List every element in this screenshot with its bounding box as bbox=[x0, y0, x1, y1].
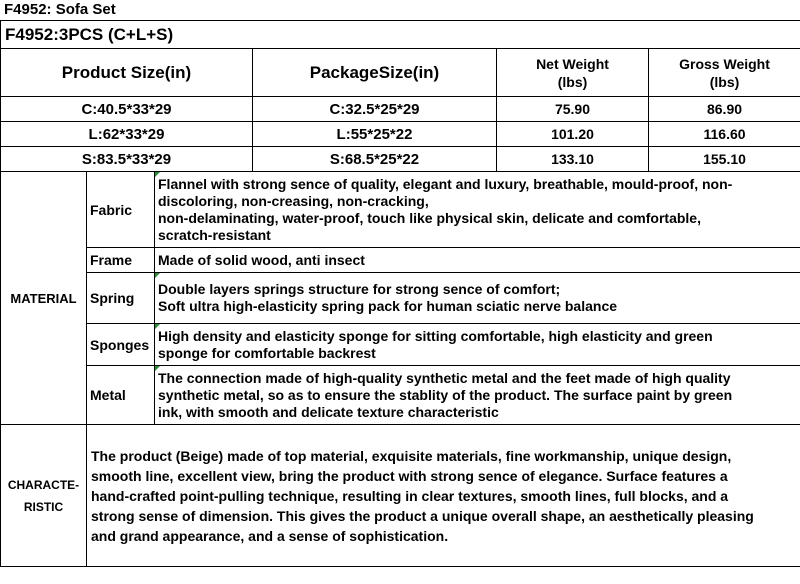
table-row bbox=[1, 122, 800, 147]
desc-line: synthetic metal, so as to ensure the stablity of the product. The surface paint by green bbox=[158, 386, 733, 403]
desc-line: Soft ultra high-elasticity spring pack for human sciatic nerve balance bbox=[158, 298, 618, 314]
material-desc-sponges bbox=[155, 324, 800, 366]
char-line: The product (Beige) made of top material, exquisite materials, fine workmanship, unique design, bbox=[91, 447, 732, 464]
cell-marker-icon bbox=[155, 273, 160, 278]
header-product-size: Product Size(in) bbox=[1, 49, 253, 97]
characteristic-label bbox=[1, 425, 87, 567]
net-weight-cell: 75.90 bbox=[497, 97, 649, 122]
product-size-cell: S:83.5*33*29 bbox=[1, 147, 253, 172]
char-line: strong sense of dimension. This gives the product a unique overall shape, an aesthetically pleasing bbox=[91, 507, 754, 524]
char-line: and grand appearance, and a sense of sophistication. bbox=[91, 527, 449, 544]
header-gross-weight-label: Gross Weight bbox=[679, 55, 770, 72]
material-row-frame bbox=[1, 248, 800, 273]
desc-line: Flannel with strong sence of quality, elegant and luxury, breathable, mould-proof, non- bbox=[158, 175, 733, 192]
desc-line: sponge for comfortable backrest bbox=[158, 344, 376, 361]
gross-weight-cell: 86.90 bbox=[649, 97, 800, 122]
desc-line: discoloring, non-creasing, non-cracking, bbox=[158, 192, 429, 209]
material-row-spring bbox=[1, 273, 800, 324]
product-size-cell: L:62*33*29 bbox=[1, 122, 253, 147]
package-size-cell: C:32.5*25*29 bbox=[253, 97, 497, 122]
material-desc-frame bbox=[155, 248, 800, 273]
net-weight-cell: 101.20 bbox=[497, 122, 649, 147]
header-gross-weight-unit: (lbs) bbox=[709, 73, 740, 90]
char-line: hand-crafted point-pulling technique, resulting in clear textures, smooth lines, full blocks, and a bbox=[91, 487, 729, 504]
material-desc-metal bbox=[155, 366, 800, 425]
desc-line: Double layers springs structure for strong sence of comfort; bbox=[158, 281, 561, 297]
cell-marker-icon bbox=[155, 172, 160, 177]
page-title: F4952: Sofa Set bbox=[4, 1, 116, 18]
gross-weight-cell: 116.60 bbox=[649, 122, 800, 147]
characteristic-text bbox=[87, 425, 800, 567]
cell-marker-icon bbox=[155, 366, 160, 371]
header-net-weight bbox=[497, 49, 649, 97]
spec-table bbox=[0, 20, 800, 567]
package-size-cell: S:68.5*25*22 bbox=[253, 147, 497, 172]
desc-line: non-delaminating, water-proof, touch like physical skin, delicate and comfortable, bbox=[158, 209, 701, 226]
material-name-fabric: Fabric bbox=[87, 172, 155, 248]
product-size-cell: C:40.5*33*29 bbox=[1, 97, 253, 122]
material-desc-fabric bbox=[155, 172, 800, 248]
material-name-sponges: Sponges bbox=[87, 324, 155, 366]
material-row-sponges bbox=[1, 324, 800, 366]
material-row-metal bbox=[1, 366, 800, 425]
package-size-cell: L:55*25*22 bbox=[253, 122, 497, 147]
header-net-weight-label: Net Weight bbox=[536, 55, 609, 72]
table-row bbox=[1, 147, 800, 172]
material-name-frame: Frame bbox=[87, 248, 155, 273]
cell-marker-icon bbox=[155, 324, 160, 329]
material-label: MATERIAL bbox=[1, 172, 87, 425]
desc-line: The connection made of high-quality synthetic metal and the feet made of high quality bbox=[158, 369, 731, 386]
gross-weight-cell: 155.10 bbox=[649, 147, 800, 172]
model-line: F4952:3PCS (C+L+S) bbox=[1, 21, 800, 49]
desc-line: ink, with smooth and delicate texture characteristic bbox=[158, 403, 499, 420]
characteristic-label-line2: RISTIC bbox=[23, 499, 64, 514]
desc-line: Made of solid wood, anti insect bbox=[158, 251, 365, 268]
desc-line: scratch-resistant bbox=[158, 226, 271, 243]
desc-line: High density and elasticity sponge for sitting comfortable, high elasticity and green bbox=[158, 327, 713, 344]
table-row bbox=[1, 97, 800, 122]
header-gross-weight bbox=[649, 49, 800, 97]
header-net-weight-unit: (lbs) bbox=[557, 73, 588, 90]
material-name-spring: Spring bbox=[87, 273, 155, 324]
characteristic-row bbox=[1, 425, 800, 567]
characteristic-label-line1: CHARACTE- bbox=[7, 477, 80, 492]
material-desc-spring bbox=[155, 273, 800, 324]
char-line: smooth line, excellent view, bring the product with strong sence of elegance. Surface features a bbox=[91, 467, 728, 484]
material-name-metal: Metal bbox=[87, 366, 155, 425]
material-row-fabric bbox=[1, 172, 800, 248]
net-weight-cell: 133.10 bbox=[497, 147, 649, 172]
header-package-size: PackageSize(in) bbox=[253, 49, 497, 97]
